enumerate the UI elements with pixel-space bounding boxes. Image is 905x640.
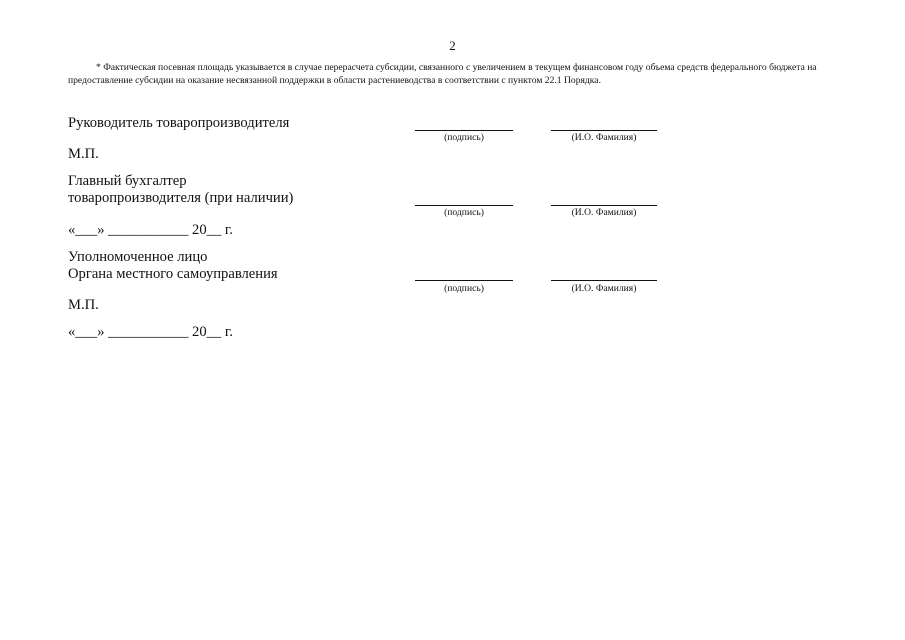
accountant-signature-line xyxy=(415,205,513,206)
accountant-label-line1: Главный бухгалтер xyxy=(68,173,187,189)
accountant-name-caption: (И.О. Фамилия) xyxy=(571,207,637,218)
head-name-caption: (И.О. Фамилия) xyxy=(571,132,637,143)
authority-label-line2: Органа местного самоуправления xyxy=(68,266,278,282)
footnote: * Фактическая посевная площадь указывается в случае перерасчета субсидии, связанного с увеличением в текущем финансовом году объема средств федерального бюджета на предоставление субсидии на оказание несвязанной поддержки в области растениеводства в соответствии с пунктом 22.1 Порядка. xyxy=(68,62,817,86)
authority-name-caption: (И.О. Фамилия) xyxy=(571,283,637,294)
head-stamp: М.П. xyxy=(68,146,99,162)
authority-signature-caption: (подпись) xyxy=(444,283,484,294)
head-signature-line xyxy=(415,130,513,131)
head-name-line xyxy=(551,130,657,131)
authority-stamp: М.П. xyxy=(68,297,99,313)
accountant-date: «___» ___________ 20__ г. xyxy=(68,222,233,238)
accountant-label-line2: товаропроизводителя (при наличии) xyxy=(68,190,294,206)
head-label: Руководитель товаропроизводителя xyxy=(68,115,290,131)
head-signature-caption: (подпись) xyxy=(444,132,484,143)
authority-date: «___» ___________ 20__ г. xyxy=(68,324,233,340)
page-number: 2 xyxy=(449,38,456,53)
accountant-name-line xyxy=(551,205,657,206)
authority-label-line1: Уполномоченное лицо xyxy=(68,249,208,265)
accountant-signature-caption: (подпись) xyxy=(444,207,484,218)
authority-signature-line xyxy=(415,280,513,281)
authority-name-line xyxy=(551,280,657,281)
